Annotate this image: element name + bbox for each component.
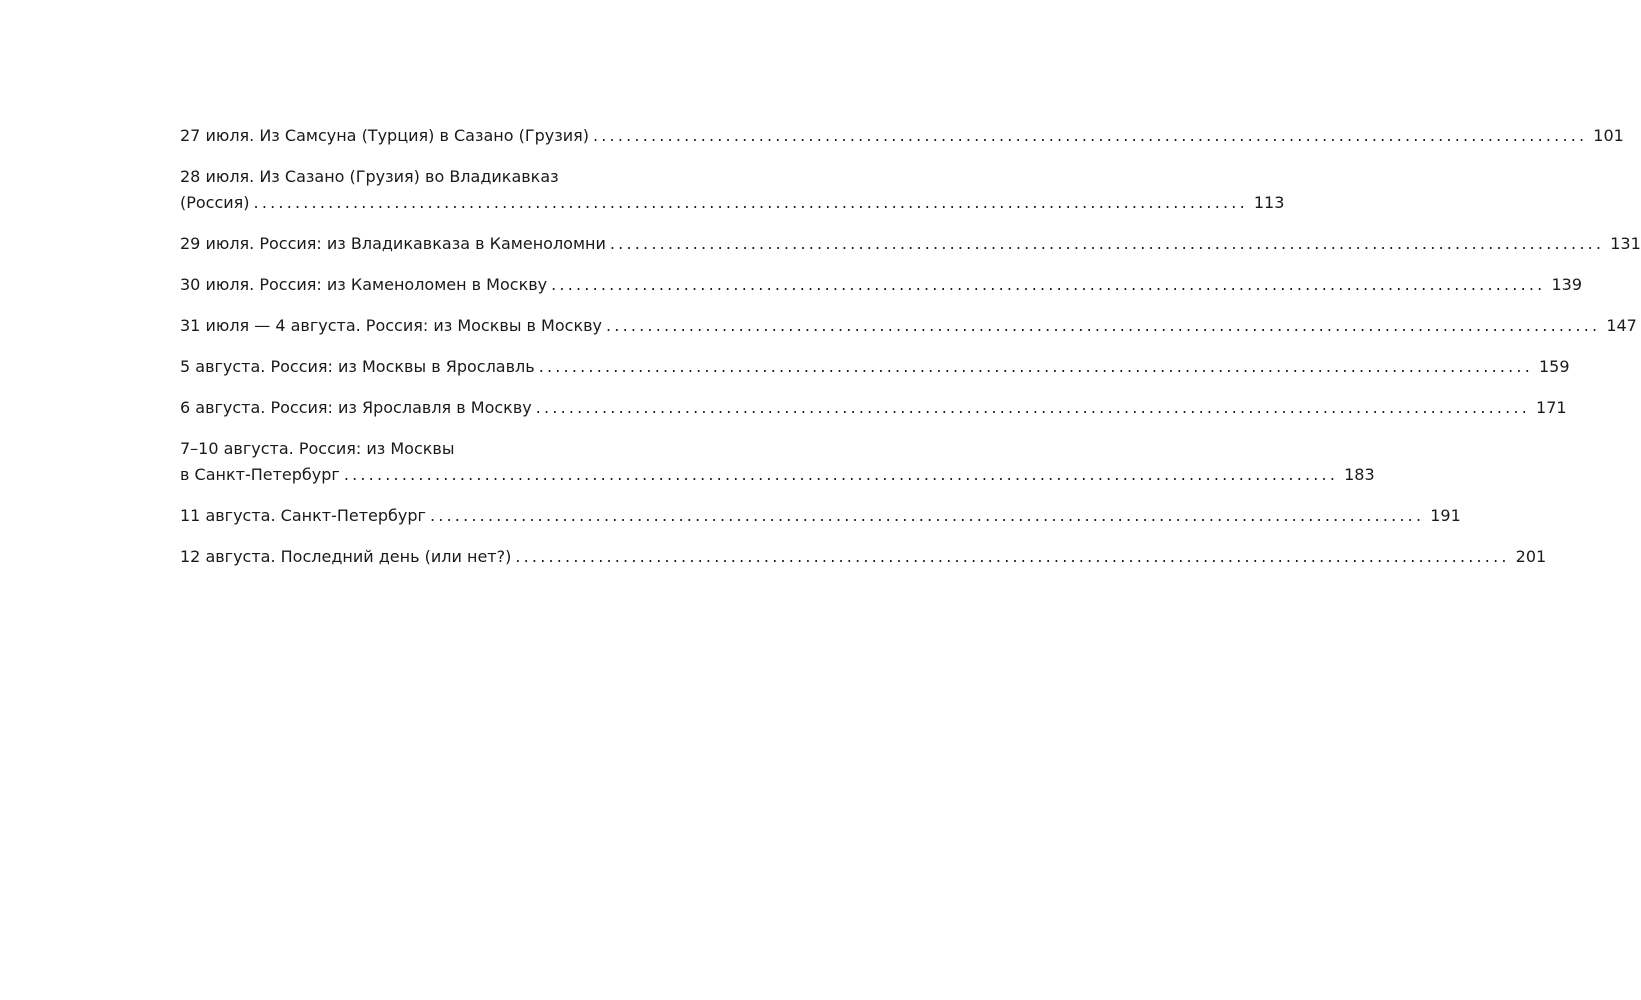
toc-page-number: 139 xyxy=(1551,275,1582,294)
toc-line xyxy=(180,462,1375,488)
toc-entry xyxy=(180,313,1637,339)
toc-line xyxy=(180,354,1570,380)
toc-entry xyxy=(180,503,1461,529)
toc-entry-title-first-line: 7–10 августа. Россия: из Москвы xyxy=(180,439,455,458)
dot-leader: ........................................................................................................................ xyxy=(609,234,1605,253)
toc-entry xyxy=(180,123,1624,149)
table-of-contents xyxy=(180,123,1641,585)
toc-entry xyxy=(180,395,1567,421)
toc-line xyxy=(180,503,1461,529)
toc-page-number: 147 xyxy=(1606,316,1637,335)
toc-entry-title: (Россия) xyxy=(180,193,250,212)
toc-entry xyxy=(180,544,1547,570)
toc-page-number: 201 xyxy=(1515,547,1547,566)
toc-entry-title: 30 июля. Россия: из Каменоломен в Москву xyxy=(180,275,548,294)
toc-line xyxy=(180,231,1641,257)
dot-leader: ........................................................................................................................ xyxy=(606,316,1601,335)
toc-entry-title-first-line: 28 июля. Из Сазано (Грузия) во Владикавказ xyxy=(180,167,559,186)
toc-line xyxy=(180,313,1637,339)
toc-entry-title: 6 августа. Россия: из Ярославля в Москву xyxy=(180,398,532,417)
dot-leader: ........................................................................................................................ xyxy=(343,465,1339,484)
toc-line xyxy=(180,272,1582,298)
toc-entry xyxy=(180,354,1570,380)
toc-entry-title: 11 августа. Санкт-Петербург xyxy=(180,506,426,525)
dot-leader: ........................................................................................................................ xyxy=(515,547,1510,566)
toc-page-number: 113 xyxy=(1253,193,1285,212)
toc-page-number: 183 xyxy=(1344,465,1375,484)
toc-entry-title: 12 августа. Последний день (или нет?) xyxy=(180,547,512,566)
dot-leader: ........................................................................................................................ xyxy=(592,126,1588,145)
toc-page-number: 159 xyxy=(1539,357,1570,376)
toc-line xyxy=(180,190,1285,216)
toc-entry xyxy=(180,436,1375,488)
toc-page-number: 131 xyxy=(1610,234,1641,253)
toc-entry-title: 5 августа. Россия: из Москвы в Ярославль xyxy=(180,357,535,376)
dot-leader: ........................................................................................................................ xyxy=(253,193,1248,212)
toc-page-number: 101 xyxy=(1593,126,1624,145)
toc-entry xyxy=(180,272,1582,298)
toc-page-number: 191 xyxy=(1430,506,1461,525)
toc-line xyxy=(180,544,1547,570)
dot-leader: ........................................................................................................................ xyxy=(551,275,1546,294)
toc-entry-title: 29 июля. Россия: из Владикавказа в Каменоломни xyxy=(180,234,606,253)
toc-entry-title: в Санкт-Петербург xyxy=(180,465,340,484)
toc-entry-title: 27 июля. Из Самсуна (Турция) в Сазано (Грузия) xyxy=(180,126,589,145)
toc-entry xyxy=(180,231,1641,257)
dot-leader: ........................................................................................................................ xyxy=(535,398,1531,417)
toc-line xyxy=(180,123,1624,149)
dot-leader: ........................................................................................................................ xyxy=(429,506,1425,525)
toc-entry-title: 31 июля — 4 августа. Россия: из Москвы в Москву xyxy=(180,316,602,335)
toc-line xyxy=(180,395,1567,421)
toc-entry xyxy=(180,164,1285,216)
toc-page-number: 171 xyxy=(1536,398,1567,417)
dot-leader: ........................................................................................................................ xyxy=(538,357,1533,376)
